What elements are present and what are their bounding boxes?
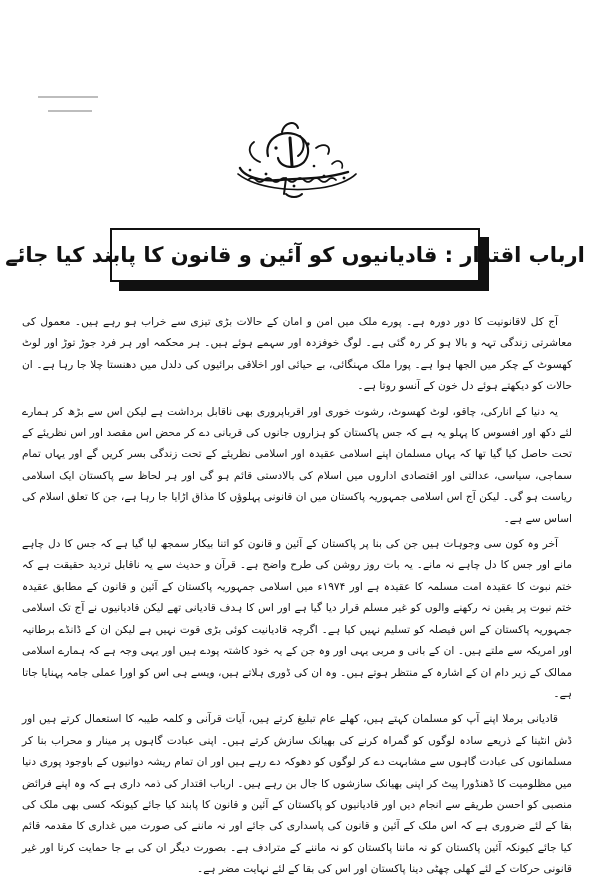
- article-paragraph: قادیانی برملا اپنے آپ کو مسلمان کہتے ہیں، کھلے عام تبلیغ کرتے ہیں، آیات قرآنی و کلمہ طیبہ کا استعمال کرتے ہیں اور ڈش انٹینا کے ذریعے سادہ لوگوں کو گمراہ کرنے کی بھیانک سازش کرتے ہیں۔ اپنی عبادت گاہوں پر مینار و محراب بنا کر مسلمانوں کی عبادت گاہوں سے مشابہت دے کر لوگوں کو دھوکہ دے رہے ہیں اور ان تمام ریشہ دوانیوں کے باوجود پوری دنیا میں مظلومیت کا ڈھنڈورا پیٹ کر اپنی بھیانک سازشوں کا جال بن رہے ہیں۔ ارباب اقتدار کی ذمہ داری ہے کہ وہ اپنے فرائض منصبی کو احسن طریقے سے انجام دیں اور قادیانیوں کو پاکستان کے آئین و قانون کا پابند کیا جائے کیونکہ کسی بھی ملک کی بقا کے لئے ضروری ہے کہ اس ملک کے آئین و قانون کی پاسداری کی جائے اور نہ ماننے کی صورت میں غداری کا مقدمہ قائم کیا جائے کیونکہ آئین پاکستان کو نہ ماننا پاکستان کو نہ ماننے کے مترادف ہے۔ بصورت دیگر ان کی بے جا حمایت کرنا اور غیر قانونی حرکات کے لئے کھلی چھٹی دینا پاکستان اور اس کی بقا کے لئے نہایت مضر ہے۔: [22, 713, 572, 876]
- scan-speck: [48, 110, 92, 112]
- title-box-frame: [5, 228, 585, 282]
- article-title: ارباب اقتدار : قادیانیوں کو آئین و قانون کا پابند کیا جائے: [5, 243, 585, 267]
- scan-speck: [38, 96, 98, 98]
- article-body: [22, 312, 572, 881]
- article-paragraph: آخر وہ کون سی وجوہات ہیں جن کی بنا پر پاکستان کے آئین و قانون کو اتنا بیکار سمجھ لیا گیا ہے کہ جس کا دل چاہے مانے اور جس کا دل چاہے نہ مانے۔ یہ بات روز روشن کی طرح واضح ہے۔ قرآن و حدیث سے یہ ناقابل تردید حقیقت ہے کہ ختم نبوت کا عقیدہ امت مسلمہ کا عقیدہ ہے اور ۱۹۷۴ء میں اسلامی جمہوریہ پاکستان کے آئین و قانون کے مطابق عقیدہ ختم نبوت پر یقین نہ رکھنے والوں کو غیر مسلم قرار دیا گیا ہے اور اس کا ہدف قادیانی تھے لیکن قادیانیوں نے آج تک اسلامی جمہوریہ پاکستان کے اس فیصلہ کو تسلیم نہیں کیا ہے۔ اگرچہ قادیانیت کوئی بڑی قوت نہیں ہے لیکن ان کے ڈانڈے برطانیہ اور امریکہ سے ملتے ہیں۔ ان کے بانی و مربی یہی اور وہ جن کے یہ خود کاشتہ پودے ہیں اور یہی وجہ ہے کہ ہمارے اسلامی ممالک کے زیر دام ان کے اشارہ کے منتظر ہوتے ہیں۔ وہ ان کی ڈوری ہلاتے ہیں، ویسے ہی اس کو اورا عملی جامہ پہنایا جاتا ہے۔: [22, 538, 573, 700]
- article-title-box: [5, 228, 585, 282]
- article-paragraph: آج کل لاقانونیت کا دور دورہ ہے۔ پورے ملک میں امن و امان کے حالات بڑی تیزی سے خراب ہو رہے ہیں۔ معمول کی معاشرتی زندگی تہہ و بالا ہو کر رہ گئی ہے۔ لوگ خوفزدہ اور سہمے ہوئے ہیں۔ ہر محکمہ اور ہر فرد جوڑ توڑ اور لوٹ کھسوٹ کے چکر میں الجھا ہوا ہے۔ پورا ملک مہنگائی، بے حیائی اور اخلاقی برائیوں کی دلدل میں دھنستا چلا جا رہا ہے۔ ان حالات کو دیکھتے ہوئے دل خون کے آنسو روتا ہے۔: [22, 316, 572, 393]
- calligraphy-emblem-icon: [220, 118, 370, 200]
- article-paragraph: یہ دنیا کے انارکی، چاقو، لوٹ کھسوٹ، رشوت خوری اور اقرباپروری بھی ناقابل برداشت ہے لیکن اس سے بڑھ کر ہمارے لئے دکھ اور افسوس کا پہلو یہ ہے کہ جس پاکستان کو ہزاروں جانوں کی قربانی دے کر محض اس مقصد اور اس نظریئے کے تحت حاصل کیا گیا تھا کہ یہاں مسلمان اپنے اسلامی عقیدہ اور اسلامی نظریئے کے تحت زندگی بسر کریں گے اور یہاں تمام سماجی، سیاسی، عدالتی اور اقتصادی اداروں میں اسلام کی بالادستی قائم ہو گی اور ہر لحاظ سے پاکستان ایک اسلامی ریاست ہو گی۔ لیکن آج اس اسلامی جمہوریہ پاکستان میں ان قانونی پہلوؤں کا مذاق اڑایا جا رہا ہے، جن کا تعلق اسلام کی اساس سے ہے۔: [22, 405, 572, 525]
